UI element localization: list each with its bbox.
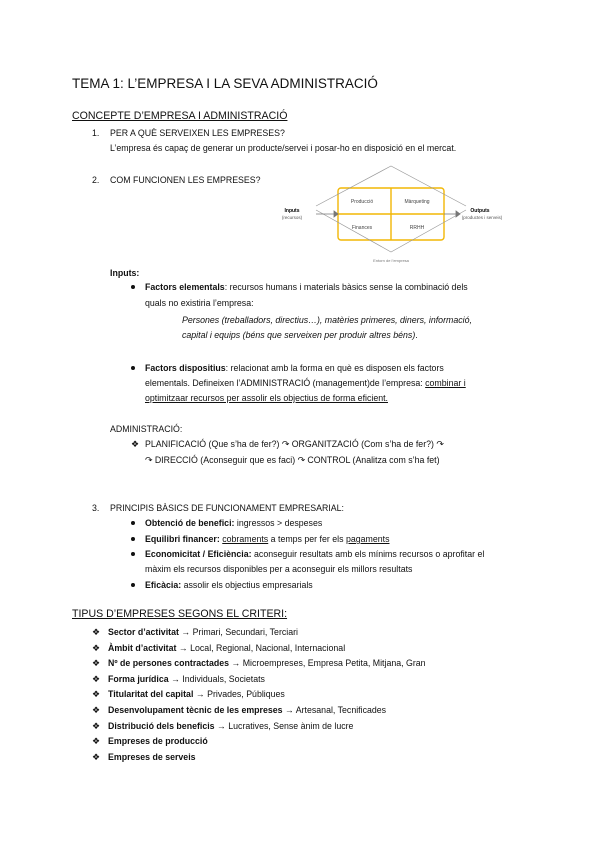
company-type-item (108, 751, 196, 764)
arrow-icon: → (229, 658, 243, 668)
diamond-bullet-icon: ❖ (131, 439, 140, 449)
diamond-bullet-icon: ❖ (92, 752, 101, 762)
q3-number: 3. (92, 503, 100, 513)
bullet-dot (131, 552, 135, 556)
q2-question: COM FUNCIONEN LES EMPRESES? (110, 175, 261, 185)
diagram-cell-production: Producció (350, 199, 374, 205)
section-heading-tipus: TIPUS D’EMPRESES SEGONS EL CRITERI: (72, 608, 288, 620)
diamond-bullet-icon: ❖ (92, 689, 101, 699)
admin-heading: ADMINISTRACIÓ: (110, 424, 183, 434)
diagram-outputs-sub: (productes i serveis) (461, 215, 503, 220)
company-type-item (108, 688, 285, 701)
factors-elementals-line2: quals no existiria l’empresa: (145, 298, 254, 308)
company-type-values: Privades, Públiques (207, 689, 285, 699)
principle-underline: cobraments (222, 534, 269, 544)
principle-text: ingressos > despeses (234, 518, 323, 528)
company-type-criterion: Àmbit d’activitat (108, 643, 177, 653)
diamond-bullet-icon: ❖ (92, 736, 101, 746)
diagram-inputs-sub: (recursos) (281, 215, 303, 220)
company-type-criterion: Distribució dels beneficis (108, 721, 215, 731)
diamond-bullet-icon: ❖ (92, 627, 101, 637)
company-type-values: Individuals, Societats (182, 674, 265, 684)
principle-benefit (145, 517, 322, 530)
q3-heading: PRINCIPIS BÀSICS DE FUNCIONAMENT EMPRESARIAL: (110, 503, 344, 513)
company-type-values: Microempreses, Empresa Petita, Mitjana, Gran (242, 658, 426, 668)
section-heading-concepte: CONCEPTE D’EMPRESA I ADMINISTRACIÓ (72, 110, 288, 122)
q1-question: PER A QUÈ SERVEIXEN LES EMPRESES? (110, 128, 285, 138)
company-type-item (108, 704, 386, 717)
factors-elementals-label: Factors elementals (145, 282, 225, 292)
company-diagram (276, 160, 508, 270)
inputs-heading: Inputs: (110, 268, 140, 278)
arrow-icon: → (193, 689, 208, 699)
bullet-dot (131, 285, 135, 289)
q1-number: 1. (92, 128, 100, 138)
company-type-criterion: Desenvolupament tècnic de les empreses (108, 705, 283, 715)
company-type-item (108, 642, 345, 655)
diamond-bullet-icon: ❖ (92, 705, 101, 715)
arrow-icon: → (214, 721, 229, 731)
factors-dispositius-text2: elementals. Defineixen l’ADMINISTRACIÓ (management)de l’empresa: (145, 378, 426, 388)
company-type-item (108, 720, 353, 733)
company-type-criterion: Sector d’activitat (108, 627, 179, 637)
diamond-bullet-icon: ❖ (92, 674, 101, 684)
q2-number: 2. (92, 175, 100, 185)
company-type-criterion: Nº de persones contractades (108, 658, 230, 668)
arrow-icon: → (176, 643, 191, 653)
page-title: TEMA 1: L’EMPRESA I LA SEVA ADMINISTRACIÓ (72, 76, 378, 91)
principle-label: Equilibri financer: (145, 534, 220, 544)
company-type-item (108, 626, 298, 639)
q1-answer: L’empresa és capaç de generar un producte/servei i posar-ho en disposició en el mercat. (110, 143, 457, 153)
factors-elementals-period: . (415, 330, 418, 340)
diamond-bullet-icon: ❖ (92, 643, 101, 653)
factors-elementals-text: : recursos humans i materials bàsics sense la combinació dels (224, 282, 468, 292)
principle-text: aconseguir resultats amb els mínims recursos o aprofitar el (251, 549, 485, 559)
diamond-bullet-icon: ❖ (92, 658, 101, 668)
diagram-cell-finance: Finances (351, 225, 373, 231)
factors-dispositius-underline2: optimitzaar recursos per assolir els objectius de forma eficient. (145, 393, 388, 403)
principle-text: assolir els objectius empresarials (181, 580, 313, 590)
company-type-criterion: Forma jurídica (108, 674, 169, 684)
diagram-environment-label: Entorn de l’empresa (373, 258, 409, 263)
factors-elementals-examples2: capital i equips (béns que serveixen per produir altres béns) (182, 330, 416, 340)
arrow-icon: → (178, 627, 193, 637)
company-type-values: Artesanal, Tecnificades (295, 705, 387, 715)
company-type-values: Local, Regional, Nacional, Internacional (190, 643, 346, 653)
company-type-item (108, 735, 208, 748)
diagram-inputs-label: Inputs (284, 208, 300, 214)
company-type-values: Lucratives, Sense ànim de lucre (228, 721, 354, 731)
bullet-dot (131, 583, 135, 587)
diagram-cell-marketing: Màrqueting (404, 199, 430, 205)
diagram-outputs-label: Outputs (470, 208, 490, 214)
principle-underline: pagaments (345, 534, 390, 544)
company-type-criterion: Empreses de serveis (108, 752, 196, 762)
diagram-cell-hr: RRHH (409, 225, 425, 231)
factors-dispositius-line2 (145, 377, 466, 390)
company-type-criterion: Titularitat del capital (108, 689, 194, 699)
bullet-dot (131, 521, 135, 525)
factors-dispositius-line1 (145, 362, 444, 375)
diagram-frame (338, 188, 444, 240)
bullet-dot (131, 537, 135, 541)
factors-elementals-examples1: Persones (treballadors, directius…), matèries primeres, diners, informació, (182, 315, 472, 325)
company-type-item (108, 657, 426, 670)
diamond-bullet-icon: ❖ (92, 721, 101, 731)
company-type-criterion: Empreses de producció (108, 736, 208, 746)
factors-elementals-line1 (145, 281, 468, 294)
principle-label: Economicitat / Eficiència: (145, 549, 252, 559)
factors-dispositius-text: : relacionat amb la forma en què es disposen els factors (225, 363, 444, 373)
principle-efficiency-line2: màxim els recursos disponibles per a aconseguir els millors resultats (145, 564, 413, 574)
principle-label: Obtenció de benefici: (145, 518, 235, 528)
factors-elementals-examples2-line (182, 329, 418, 342)
admin-line1: PLANIFICACIÓ (Que s’ha de fer?) ↷ ORGANITZACIÓ (Com s’ha de fer?) ↷ (145, 439, 444, 449)
bullet-dot (131, 366, 135, 370)
factors-dispositius-label: Factors dispositius (145, 363, 226, 373)
factors-dispositius-underline1: combinar i (425, 378, 466, 388)
arrow-icon: → (282, 705, 296, 715)
principle-efficiency (145, 548, 484, 561)
company-type-item (108, 673, 265, 686)
principle-financial (145, 533, 390, 546)
principle-label: Eficàcia: (145, 580, 182, 590)
principle-text: a temps per fer els (268, 534, 346, 544)
arrow-icon: → (168, 674, 183, 684)
principle-efficacy (145, 579, 313, 592)
admin-line2: ↷ DIRECCIÓ (Aconseguir que es faci) ↷ CONTROL (Analitza com s’ha fet) (145, 455, 440, 465)
company-type-values: Primari, Secundari, Terciari (192, 627, 299, 637)
